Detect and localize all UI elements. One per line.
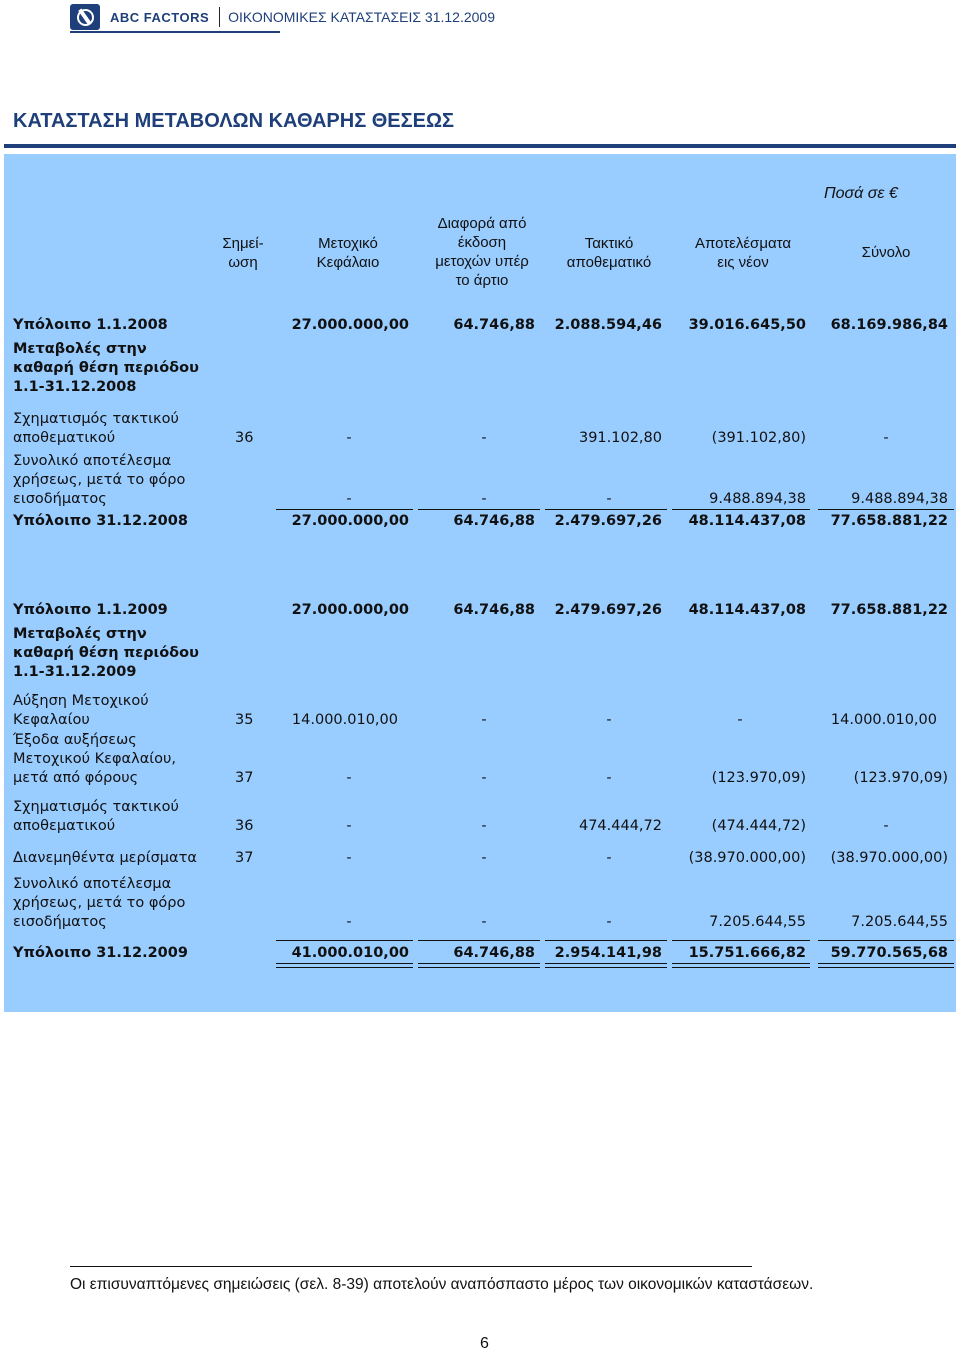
- cell-value: -: [481, 818, 487, 834]
- cell-value: 9.488.894,38: [709, 491, 806, 507]
- cell-value: -: [346, 491, 352, 507]
- cell-value: 15.751.666,82: [688, 945, 806, 961]
- row-label: αποθεματικού: [13, 430, 116, 446]
- cell-value: 9.488.894,38: [851, 491, 948, 507]
- cell-value: 41.000.010,00: [291, 945, 409, 961]
- cell-value: 7.205.644,55: [851, 914, 948, 930]
- note-ref: 37: [235, 850, 254, 866]
- cell-value: -: [481, 430, 487, 446]
- subtotal-rule: [545, 940, 667, 941]
- cell-value: (474.444,72): [711, 818, 806, 834]
- row-label: Συνολικό αποτέλεσμα: [13, 876, 172, 892]
- column-header-share-capital: Μετοχικό: [318, 235, 378, 252]
- column-header-note: ωση: [228, 254, 258, 271]
- note-ref: 37: [235, 770, 254, 786]
- cell-value: (123.970,09): [853, 770, 948, 786]
- cell-value: (38.970.000,00): [688, 850, 806, 866]
- row-label: εισοδήματος: [13, 914, 107, 930]
- subtotal-rule: [672, 509, 810, 510]
- cell-value: -: [737, 712, 743, 728]
- column-header-legal-reserve: Τακτικό: [584, 235, 634, 252]
- cell-value: 2.088.594,46: [554, 317, 662, 333]
- row-label: Υπόλοιπο 1.1.2009: [13, 602, 168, 618]
- row-label: Έξοδα αυξήσεως: [13, 732, 137, 748]
- cell-value: 48.114.437,08: [688, 513, 806, 529]
- cell-value: -: [346, 430, 352, 446]
- cell-value: 2.479.697,26: [554, 513, 662, 529]
- row-label: Υπόλοιπο 31.12.2008: [13, 513, 188, 529]
- cell-value: -: [346, 914, 352, 930]
- cell-value: 64.746,88: [453, 602, 535, 618]
- currency-note: Ποσά σε €: [824, 185, 898, 202]
- cell-value: 77.658.881,22: [830, 513, 948, 529]
- footnote-rule: [70, 1266, 752, 1267]
- cell-value: -: [481, 712, 487, 728]
- company-logo-icon: [70, 4, 100, 30]
- cell-value: -: [883, 818, 889, 834]
- cell-value: 27.000.000,00: [291, 317, 409, 333]
- cell-value: -: [481, 914, 487, 930]
- row-label: καθαρή θέση περιόδου: [13, 360, 199, 376]
- note-ref: 36: [235, 818, 254, 834]
- cell-value: 77.658.881,22: [830, 602, 948, 618]
- row-label: 1.1-31.12.2009: [13, 664, 137, 680]
- row-label: μετά από φόρους: [13, 770, 139, 786]
- cell-value: 7.205.644,55: [709, 914, 806, 930]
- cell-value: 64.746,88: [453, 513, 535, 529]
- row-label: καθαρή θέση περιόδου: [13, 645, 199, 661]
- row-label: Συνολικό αποτέλεσμα: [13, 453, 172, 469]
- cell-value: 39.016.645,50: [688, 317, 806, 333]
- header-separator: [219, 7, 220, 27]
- subtotal-rule: [418, 940, 540, 941]
- row-label: Μεταβολές στην: [13, 626, 147, 642]
- title-rule: [4, 144, 956, 148]
- row-label: Διανεμηθέντα μερίσματα: [13, 850, 197, 866]
- cell-value: 474.444,72: [578, 818, 662, 834]
- row-label: αποθεματικού: [13, 818, 116, 834]
- total-double-rule: [672, 963, 810, 968]
- row-label: εισοδήματος: [13, 491, 107, 507]
- cell-value: 64.746,88: [453, 317, 535, 333]
- column-header-share-premium: Διαφορά από: [437, 215, 527, 232]
- cell-value: 27.000.000,00: [291, 513, 409, 529]
- row-label: Σχηματισμός τακτικού: [13, 799, 179, 815]
- footnote: Οι επισυναπτόμενες σημειώσεις (σελ. 8-39) αποτελούν αναπόσπαστο μέρος των οικονομικών καταστάσεων.: [70, 1276, 814, 1293]
- row-label: 1.1-31.12.2008: [13, 379, 137, 395]
- cell-value: -: [346, 770, 352, 786]
- page-header: [70, 3, 495, 31]
- column-header-share-premium: το άρτιο: [455, 272, 509, 289]
- column-header-retained: Αποτελέσματα: [694, 235, 792, 252]
- cell-value: -: [606, 850, 612, 866]
- cell-value: 64.746,88: [453, 945, 535, 961]
- row-label: Υπόλοιπο 1.1.2008: [13, 317, 168, 333]
- cell-value: -: [481, 850, 487, 866]
- cell-value: -: [481, 770, 487, 786]
- subtotal-rule: [818, 940, 954, 941]
- subtotal-rule: [545, 509, 667, 510]
- cell-value: (38.970.000,00): [830, 850, 948, 866]
- cell-value: -: [606, 770, 612, 786]
- total-double-rule: [545, 963, 667, 968]
- cell-value: 14.000.010,00: [291, 712, 398, 728]
- row-label: χρήσεως, μετά το φόρο: [13, 895, 186, 911]
- column-header-note: Σημεί-: [222, 235, 264, 252]
- cell-value: (123.970,09): [711, 770, 806, 786]
- cell-value: -: [606, 491, 612, 507]
- column-header-legal-reserve: αποθεματικό: [566, 254, 652, 271]
- page-title: ΚΑΤΑΣΤΑΣΗ ΜΕΤΑΒΟΛΩΝ ΚΑΘΑΡΗΣ ΘΕΣΕΩΣ: [13, 110, 455, 132]
- cell-value: 68.169.986,84: [830, 317, 948, 333]
- logo-text: ABC FACTORS: [110, 9, 210, 25]
- column-header-share-premium: έκδοση: [457, 234, 507, 251]
- document-title: ΟΙΚΟΝΟΜΙΚΕΣ ΚΑΤΑΣΤΑΣΕΙΣ 31.12.2009: [228, 9, 495, 25]
- subtotal-rule: [818, 509, 954, 510]
- column-header-retained: εις νέον: [717, 254, 769, 271]
- column-header-total: Σύνολο: [861, 244, 911, 261]
- cell-value: 14.000.010,00: [830, 712, 937, 728]
- cell-value: -: [481, 491, 487, 507]
- row-label: Κεφαλαίου: [13, 712, 90, 728]
- row-label: Σχηματισμός τακτικού: [13, 411, 179, 427]
- cell-value: -: [346, 818, 352, 834]
- cell-value: -: [606, 712, 612, 728]
- cell-value: 59.770.565,68: [830, 945, 948, 961]
- cell-value: -: [883, 430, 889, 446]
- subtotal-rule: [418, 509, 540, 510]
- page-number: 6: [480, 1335, 489, 1352]
- subtotal-rule: [672, 940, 810, 941]
- header-underline: [70, 31, 280, 33]
- total-double-rule: [818, 963, 954, 968]
- cell-value: 391.102,80: [578, 430, 662, 446]
- column-header-share-capital: Κεφάλαιο: [316, 254, 380, 271]
- note-ref: 36: [235, 430, 254, 446]
- subtotal-rule: [276, 940, 413, 941]
- row-label: Μετοχικού Κεφαλαίου,: [13, 751, 177, 767]
- cell-value: 2.954.141,98: [554, 945, 662, 961]
- cell-value: -: [346, 850, 352, 866]
- row-label: Υπόλοιπο 31.12.2009: [13, 945, 188, 961]
- row-label: χρήσεως, μετά το φόρο: [13, 472, 186, 488]
- row-label: Μεταβολές στην: [13, 341, 147, 357]
- cell-value: (391.102,80): [711, 430, 806, 446]
- cell-value: 48.114.437,08: [688, 602, 806, 618]
- cell-value: -: [606, 914, 612, 930]
- column-header-share-premium: μετοχών υπέρ: [435, 253, 529, 270]
- cell-value: 2.479.697,26: [554, 602, 662, 618]
- total-double-rule: [418, 963, 540, 968]
- cell-value: 27.000.000,00: [291, 602, 409, 618]
- subtotal-rule: [276, 509, 413, 510]
- note-ref: 35: [235, 712, 254, 728]
- row-label: Αύξηση Μετοχικού: [13, 693, 149, 709]
- total-double-rule: [276, 963, 413, 968]
